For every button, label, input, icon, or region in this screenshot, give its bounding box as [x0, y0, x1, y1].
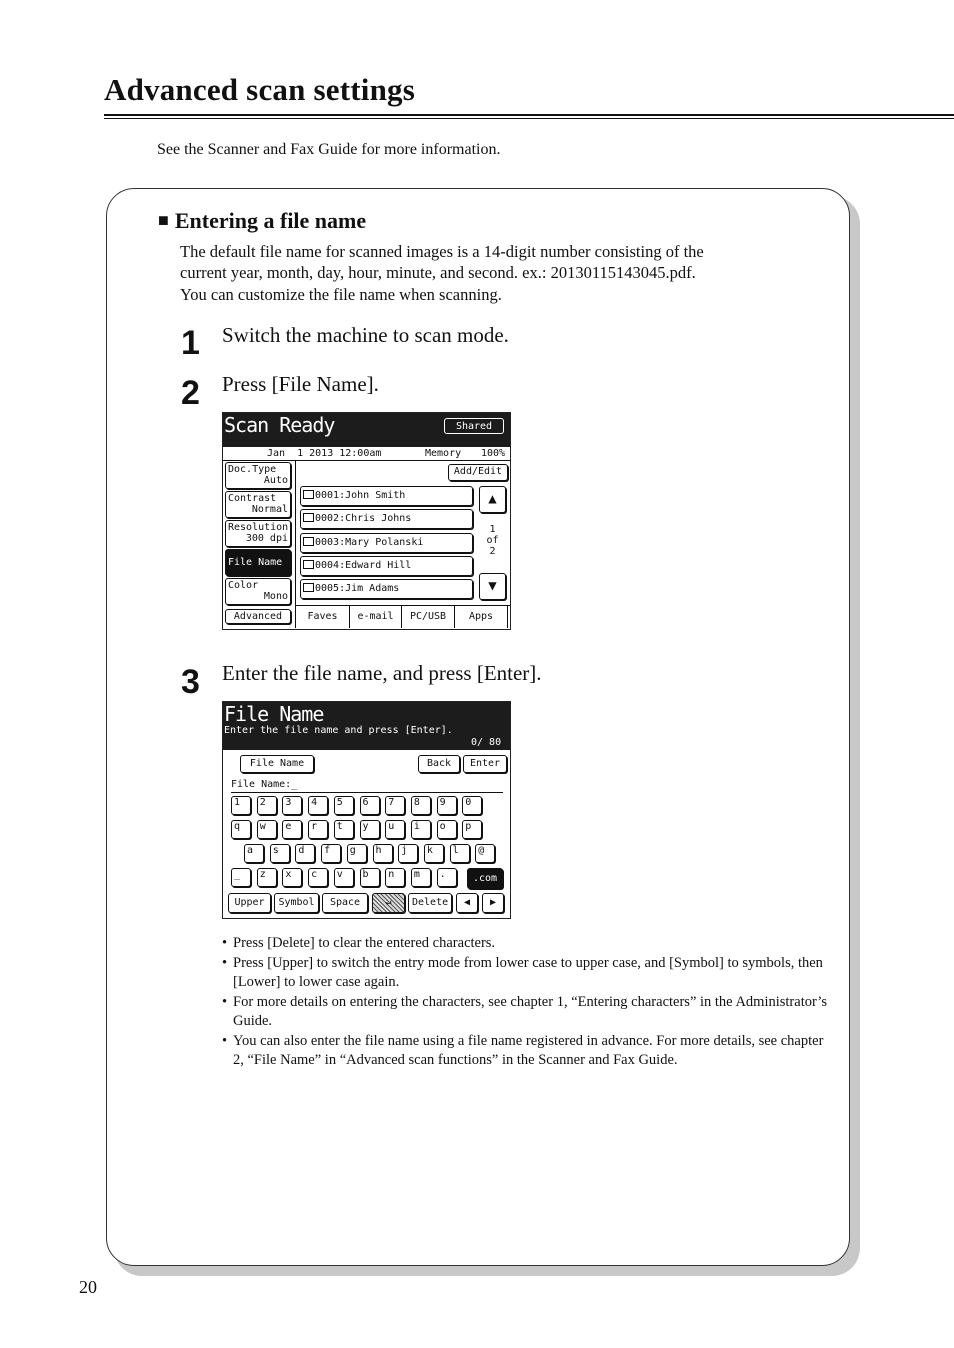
upper-key[interactable]: Upper — [228, 893, 271, 913]
delete-key[interactable]: Delete — [408, 893, 452, 913]
screen-title: Scan Ready — [224, 413, 335, 437]
tab-apps[interactable]: Apps — [454, 605, 508, 628]
key[interactable]: o — [437, 820, 457, 839]
address-entry[interactable] — [300, 556, 473, 576]
back-button[interactable]: Back — [418, 755, 460, 773]
doc-type-button[interactable] — [225, 462, 291, 489]
address-entry[interactable] — [300, 579, 473, 599]
file-name-tab-button[interactable]: File Name — [240, 755, 314, 773]
scan-ready-screen — [222, 412, 511, 630]
file-name-label: File Name — [228, 557, 283, 568]
key[interactable]: 5 — [334, 796, 354, 815]
key[interactable]: 9 — [437, 796, 457, 815]
note-item: • For more details on entering the characters, see chapter 1, “Entering characters” in the Administrator’s Guide. — [222, 993, 832, 1032]
key[interactable]: _ — [231, 868, 251, 887]
key[interactable]: x — [282, 868, 302, 887]
screen-header — [223, 702, 510, 750]
key[interactable]: g — [347, 844, 367, 863]
key[interactable]: f — [321, 844, 341, 863]
key[interactable]: y — [360, 820, 380, 839]
symbol-key[interactable]: Symbol — [274, 893, 319, 913]
address-entry[interactable] — [300, 509, 473, 529]
character-count: 0/ 80 — [471, 737, 502, 748]
key[interactable]: q — [231, 820, 251, 839]
doc-type-value: Auto — [263, 475, 288, 486]
page-current: 1 — [489, 524, 496, 535]
key[interactable]: b — [360, 868, 380, 887]
envelope-icon — [303, 537, 314, 546]
key[interactable]: u — [385, 820, 405, 839]
key[interactable]: 0 — [462, 796, 482, 815]
step-text: Enter the file name, and press [Enter]. — [222, 661, 542, 685]
key[interactable]: i — [411, 820, 431, 839]
section-heading — [158, 208, 366, 234]
key[interactable]: 2 — [257, 796, 277, 815]
field-value: _ — [291, 779, 298, 790]
tab-pc-usb[interactable]: PC/USB — [401, 605, 454, 628]
step-number: 1 — [181, 324, 200, 362]
step-text: Switch the machine to scan mode. — [222, 323, 509, 347]
key[interactable]: v — [334, 868, 354, 887]
key[interactable]: w — [257, 820, 277, 839]
key[interactable]: s — [270, 844, 290, 863]
page-number: 20 — [79, 1277, 97, 1297]
title-rule — [104, 114, 954, 116]
color-button[interactable] — [225, 578, 291, 605]
screen-title: File Name — [224, 702, 324, 726]
description-line: The default file name for scanned images is a 14-digit number consisting of the — [180, 242, 704, 261]
tab-email[interactable]: e-mail — [349, 605, 401, 628]
field-label: File Name: — [231, 779, 292, 790]
key[interactable]: a — [244, 844, 264, 863]
field-underline — [231, 792, 503, 793]
entry-label: 0005:Jim Adams — [315, 583, 400, 594]
address-entry[interactable] — [300, 486, 473, 506]
key[interactable]: 3 — [282, 796, 302, 815]
entry-label: 0003:Mary Polanski — [315, 537, 424, 548]
date-text: Jan 1 2013 12:00am — [267, 448, 382, 459]
contrast-label: Contrast — [228, 493, 277, 504]
envelope-icon — [303, 583, 314, 592]
tab-faves[interactable]: Faves — [295, 605, 349, 628]
divider — [223, 460, 511, 461]
note-item: • You can also enter the file name using a file name registered in advance. For more details, see chapter 2, “File Name” in “Advanced scan functions” in the Scanner and Fax Guide. — [222, 1032, 832, 1071]
doc-type-label: Doc.Type — [228, 464, 277, 475]
color-label: Color — [228, 580, 259, 591]
entry-label: 0004:Edward Hill — [315, 560, 412, 571]
file-name-screen — [222, 701, 511, 919]
key[interactable]: z — [257, 868, 277, 887]
resolution-button[interactable] — [225, 520, 291, 547]
step-number: 3 — [181, 663, 200, 701]
status-line — [223, 447, 511, 461]
space-key[interactable]: Space — [322, 893, 368, 913]
contrast-value: Normal — [251, 504, 288, 515]
key[interactable]: 7 — [385, 796, 405, 815]
key[interactable]: m — [411, 868, 431, 887]
entry-label: 0001:John Smith — [315, 490, 406, 501]
square-bullet-icon: ■ — [158, 210, 169, 230]
key[interactable]: e — [282, 820, 302, 839]
add-edit-button[interactable]: Add/Edit — [448, 464, 508, 481]
shared-button[interactable]: Shared — [444, 418, 504, 434]
section-heading-text: Entering a file name — [174, 208, 367, 233]
instruction-text: Enter the file name and press [Enter]. — [224, 725, 453, 736]
file-name-button[interactable] — [225, 549, 291, 576]
address-entry[interactable] — [300, 533, 473, 553]
resolution-label: Resolution — [228, 522, 289, 533]
key[interactable]: d — [295, 844, 315, 863]
step-number: 2 — [181, 374, 200, 412]
cursor-left-key[interactable]: ◀ — [456, 893, 478, 913]
scroll-down-button[interactable]: ▼ — [479, 573, 506, 600]
entry-label: 0002:Chris Johns — [315, 513, 412, 524]
divider — [295, 461, 296, 605]
key[interactable]: 6 — [360, 796, 380, 815]
dotcom-key[interactable]: .com — [467, 868, 503, 889]
note-item: • Press [Upper] to switch the entry mode from lower case to upper case, and [Symbol] to symbols, then [Lower] to lower case again. — [222, 954, 832, 993]
memory-value: 100% — [481, 448, 506, 459]
note-item: • Press [Delete] to clear the entered characters. — [222, 934, 832, 954]
envelope-icon — [303, 513, 314, 522]
memory-label: Memory — [425, 448, 462, 459]
description-line: current year, month, day, hour, minute, and second. ex.: 20130115143045.pdf. — [180, 263, 696, 282]
key[interactable]: k — [424, 844, 444, 863]
step-text: Press [File Name]. — [222, 372, 379, 396]
key[interactable]: h — [373, 844, 393, 863]
file-name-field[interactable] — [231, 779, 297, 790]
intro-text: See the Scanner and Fax Guide for more information. — [157, 141, 501, 158]
description-line: You can customize the file name when scanning. — [180, 285, 502, 304]
return-key[interactable]: ↵ — [372, 893, 405, 913]
key[interactable]: r — [308, 820, 328, 839]
envelope-icon — [303, 490, 314, 499]
scroll-up-button[interactable]: ▲ — [479, 486, 506, 513]
color-value: Mono — [263, 591, 288, 602]
page-total: 2 — [489, 546, 496, 557]
resolution-value: 300 dpi — [245, 533, 288, 544]
key[interactable]: n — [385, 868, 405, 887]
page-indicator — [479, 524, 506, 557]
page-title: Advanced scan settings — [104, 72, 415, 107]
enter-button[interactable]: Enter — [463, 755, 507, 773]
page-of: of — [486, 535, 499, 546]
key[interactable]: t — [334, 820, 354, 839]
notes-list — [222, 934, 832, 1071]
key[interactable]: 4 — [308, 796, 328, 815]
envelope-icon — [303, 560, 314, 569]
key[interactable]: 8 — [411, 796, 431, 815]
key[interactable]: p — [462, 820, 482, 839]
key[interactable]: @ — [475, 844, 495, 863]
key[interactable]: c — [308, 868, 328, 887]
cursor-right-key[interactable]: ▶ — [482, 893, 504, 913]
key[interactable]: l — [450, 844, 470, 863]
key[interactable]: j — [398, 844, 418, 863]
key[interactable]: . — [437, 868, 457, 887]
key[interactable]: 1 — [231, 796, 251, 815]
title-rule-thin — [104, 118, 954, 119]
advanced-button[interactable]: Advanced — [225, 609, 291, 624]
contrast-button[interactable] — [225, 491, 291, 518]
